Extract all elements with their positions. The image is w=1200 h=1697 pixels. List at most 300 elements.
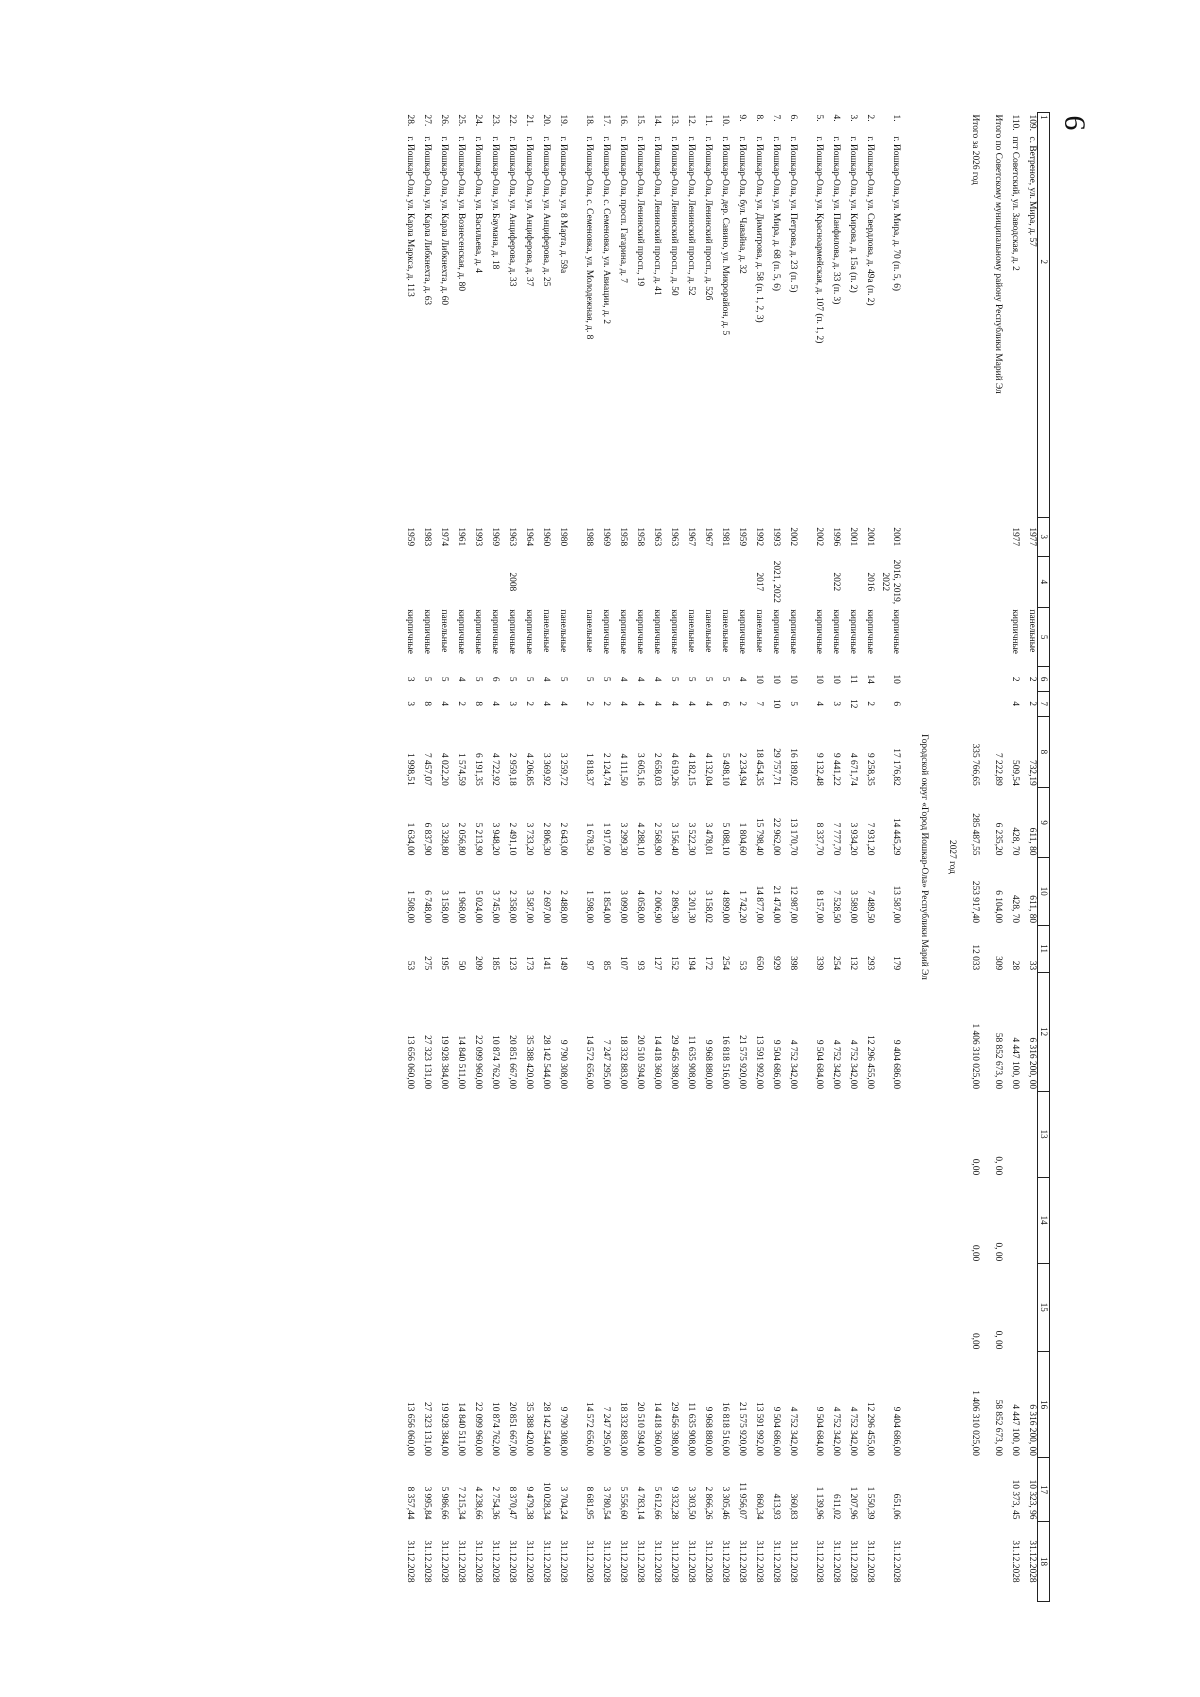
value-cell: 9 790 308,00 xyxy=(558,1406,568,1456)
address-text: с. Ветреное, ул. Мира, д. 57 xyxy=(1027,136,1037,247)
entrances-cell: 4 xyxy=(618,701,628,707)
value-cell: 14 572 656,00 xyxy=(584,1035,594,1090)
address-text: г. Йошкар-Ола, ул. Петрова, д. 23 (п. 5) xyxy=(788,136,798,293)
address-cell xyxy=(713,113,730,518)
year-cell: 1958 xyxy=(635,527,645,547)
row-number: 10. xyxy=(720,114,730,127)
repair-year-cell xyxy=(679,556,696,607)
value-cell: 5 213,90 xyxy=(473,822,483,856)
value-cell: 360,83 xyxy=(788,1493,798,1520)
value-cell xyxy=(781,1091,798,1177)
address-cell xyxy=(415,113,432,518)
value-cell: 3 995,84 xyxy=(422,1486,432,1520)
repair-year-cell xyxy=(398,556,415,607)
value-cell: 53 xyxy=(405,960,415,971)
value-cell xyxy=(841,1091,858,1177)
address-text: пгт Советский, ул. Заводская, д. 2 xyxy=(1010,136,1020,271)
value-cell: 9 441,22 xyxy=(831,752,841,786)
year-cell: 1961 xyxy=(456,527,466,547)
column-number: 16 xyxy=(1038,1351,1050,1458)
row-number: 27. xyxy=(422,114,432,127)
table-row xyxy=(781,113,798,1602)
value-cell xyxy=(747,1263,764,1351)
value-cell: 185 xyxy=(490,956,500,971)
page-number: 9 xyxy=(1058,115,1092,131)
material-cell: кирпичные xyxy=(848,609,858,654)
value-cell: 7 457,07 xyxy=(422,752,432,786)
value-cell: 2 658,03 xyxy=(652,752,662,786)
value-cell: 1 574,59 xyxy=(456,752,466,786)
repair-year-cell xyxy=(449,556,466,607)
value-cell: 2 959,18 xyxy=(507,752,517,786)
table-row xyxy=(628,113,645,1602)
value-cell: 20 851 667,00 xyxy=(507,1402,517,1456)
value-cell: 1 742,20 xyxy=(737,890,747,924)
value-cell: 8 337,70 xyxy=(814,822,824,856)
repair-year-cell xyxy=(466,556,483,607)
column-number-row xyxy=(1038,113,1050,1602)
value-cell xyxy=(551,1091,568,1177)
address-text: г. Йошкар-Ола, ул. Анциферова, д. 37 xyxy=(524,136,534,287)
entrances-cell: 6 xyxy=(720,701,730,707)
row-number: 26. xyxy=(439,114,449,127)
address-cell xyxy=(662,113,679,518)
value-cell: 4 752 342,00 xyxy=(831,1406,841,1456)
year-cell: 1993 xyxy=(473,527,483,547)
value-cell: 4 899,00 xyxy=(720,890,730,924)
table-row xyxy=(858,113,875,1602)
year-cell: 1993 xyxy=(771,527,781,547)
material-cell: кирпичные xyxy=(635,609,645,654)
value-cell: 651,06 xyxy=(891,1493,901,1520)
value-cell: 3 733,20 xyxy=(524,822,534,856)
value-cell: 4 752 342,00 xyxy=(848,1406,858,1456)
value-cell xyxy=(764,1263,781,1351)
value-cell: 12 296 455,00 xyxy=(865,1402,875,1456)
value-cell: 14 877,00 xyxy=(754,885,764,924)
year-cell: 2002 xyxy=(788,527,798,547)
value-cell: 3 156,40 xyxy=(669,822,679,856)
value-cell: 5 088,10 xyxy=(720,822,730,856)
value-cell xyxy=(500,1177,517,1263)
value-cell: 7 489,50 xyxy=(865,890,875,924)
floors-cell: 4 xyxy=(541,676,551,682)
year-cell: 2001 xyxy=(865,527,875,547)
table-row xyxy=(696,113,713,1602)
value-cell: 132 xyxy=(848,956,858,971)
table-row xyxy=(483,113,500,1602)
value-cell: 3 259,72 xyxy=(558,752,568,786)
repair-year-cell xyxy=(551,556,568,607)
table-row xyxy=(875,113,901,1602)
value-cell: 4 058,00 xyxy=(635,890,645,924)
value-cell xyxy=(449,1177,466,1263)
date-cell: 31.12.2028 xyxy=(891,1540,901,1583)
value-cell xyxy=(662,1177,679,1263)
date-cell: 31.12.2028 xyxy=(814,1540,824,1583)
address-text: г. Йошкар-Ола, ул. Мира, д. 68 (п. 5, 6) xyxy=(771,136,781,292)
repair-year-cell xyxy=(534,556,551,607)
value-cell: 7 777,70 xyxy=(831,822,841,856)
address-text: г. Йошкар-Ола, ул. Красноармейская, д. 107 (п. 1, 2) xyxy=(814,136,824,344)
value-cell: 2 491,10 xyxy=(507,822,517,856)
date-cell: 31.12.2028 xyxy=(720,1540,730,1583)
address-text: г. Йошкар-Ола, Ленинский просп., д. 41 xyxy=(652,136,662,296)
address-cell xyxy=(466,113,483,518)
value-cell xyxy=(1003,1091,1020,1177)
value-cell: 7 247 295,00 xyxy=(601,1039,611,1090)
section-title-text: Городской округ «Город Йошкар-Ола» Республики Марий Эл xyxy=(919,734,929,980)
address-cell xyxy=(611,113,628,518)
row-number: 18. xyxy=(584,114,594,127)
value-cell: 4 752 342,00 xyxy=(788,1039,798,1090)
floors-cell: 10 xyxy=(788,674,798,684)
address-cell xyxy=(398,113,415,518)
value-cell: 413,93 xyxy=(771,1493,781,1520)
value-cell: 4 111,50 xyxy=(618,753,628,786)
value-cell: 6 748,00 xyxy=(422,890,432,924)
value-cell: 9 504 684,00 xyxy=(814,1039,824,1090)
date-cell: 31.12.2028 xyxy=(584,1540,594,1583)
address-text: г. Йошкар-Ола, ул. Васильева, д. 4 xyxy=(473,136,483,273)
floors-cell: 10 xyxy=(771,674,781,684)
value-cell: 4 752 342,00 xyxy=(788,1406,798,1456)
year-cell: 1977 xyxy=(1010,527,1020,547)
table-row xyxy=(534,113,551,1602)
value-cell xyxy=(747,1091,764,1177)
date-cell: 31.12.2028 xyxy=(541,1540,551,1583)
value-cell xyxy=(568,1091,594,1177)
year-cell: 2001 xyxy=(891,527,901,547)
address-text: г. Йошкар-Ола, ул. Свердлова, д. 49а (п. 2) xyxy=(865,136,875,306)
value-cell: 14 418 360,00 xyxy=(652,1402,662,1456)
date-cell: 31.12.2028 xyxy=(618,1540,628,1583)
date-cell: 31.12.2028 xyxy=(865,1540,875,1583)
floors-cell: 5 xyxy=(720,676,730,682)
floors-cell: 10 xyxy=(831,674,841,684)
address-text: г. Йошкар-Ола, ул. Карла Либкнехта, д. 63 xyxy=(422,136,432,306)
repair-year-cell xyxy=(594,556,611,607)
repair-year-cell xyxy=(696,556,713,607)
row-number: 7. xyxy=(771,114,781,122)
value-cell: 4 447 100, 00 xyxy=(1010,1037,1020,1090)
floors-cell: 5 xyxy=(601,676,611,682)
year-cell: 1974 xyxy=(439,527,449,547)
value-cell: 3 589,00 xyxy=(848,890,858,924)
address-cell xyxy=(841,113,858,518)
value-cell: 1 998,51 xyxy=(405,752,415,786)
total-value: 0, 00 xyxy=(993,1156,1003,1176)
material-cell: панельные xyxy=(1027,609,1037,653)
value-cell: 20 851 667,00 xyxy=(507,1035,517,1090)
empty-cell xyxy=(957,1521,980,1601)
address-text: г. Йошкар-Ола, Ленинский просп., д. 50 xyxy=(669,136,679,296)
value-cell: 3 478,01 xyxy=(703,822,713,856)
value-cell: 3 948,20 xyxy=(490,822,500,856)
value-cell: 35 388 420,00 xyxy=(524,1035,534,1090)
value-cell: 13 587,00 xyxy=(891,885,901,924)
date-cell: 31.12.2028 xyxy=(558,1540,568,1583)
entrances-cell: 4 xyxy=(652,701,662,707)
material-cell: панельные xyxy=(754,609,764,653)
value-cell: 509,54 xyxy=(1010,760,1020,786)
table-row xyxy=(398,113,415,1602)
value-cell: 3 328,80 xyxy=(439,822,449,856)
entrances-cell: 4 xyxy=(635,701,645,707)
value-cell xyxy=(858,1091,875,1177)
value-cell: 4 447 100, 00 xyxy=(1010,1404,1020,1456)
row-number: 16. xyxy=(618,114,628,127)
value-cell: 21 575 920,00 xyxy=(737,1402,747,1456)
repair-year-cell: 2016 xyxy=(865,572,875,592)
address-text: г. Йошкар-Ола, ул. Карла Маркса, д. 113 xyxy=(405,136,415,297)
value-cell xyxy=(500,1091,517,1177)
value-cell: 2 866,26 xyxy=(703,1486,713,1520)
entrances-cell: 2 xyxy=(1027,701,1037,707)
date-cell: 31.12.2028 xyxy=(635,1540,645,1583)
floors-cell: 5 xyxy=(473,676,483,682)
date-cell: 31.12.2028 xyxy=(507,1540,517,1583)
value-cell: 13 656 060,00 xyxy=(405,1402,415,1456)
value-cell: 16 818 516,00 xyxy=(720,1402,730,1456)
value-cell xyxy=(415,1091,432,1177)
value-cell xyxy=(841,1177,858,1263)
material-cell: кирпичные xyxy=(891,609,901,654)
value-cell: 16 189,02 xyxy=(788,748,798,786)
date-cell: 31.12.2028 xyxy=(652,1540,662,1583)
value-cell: 20 510 594,00 xyxy=(635,1402,645,1456)
value-cell: 611, 80 xyxy=(1027,895,1037,924)
entrances-cell: 2 xyxy=(865,701,875,707)
value-cell: 929 xyxy=(771,956,781,971)
value-cell: 29 456 398,00 xyxy=(669,1402,679,1456)
address-cell xyxy=(679,113,696,518)
entrances-cell: 4 xyxy=(541,701,551,707)
value-cell: 3 704,24 xyxy=(558,1486,568,1520)
entrances-cell: 4 xyxy=(490,701,500,707)
empty-cell xyxy=(980,1458,1003,1522)
floors-cell: 2 xyxy=(1027,676,1037,682)
floors-cell: 5 xyxy=(669,676,679,682)
value-cell: 6 191,35 xyxy=(473,752,483,786)
value-cell: 7 931,20 xyxy=(865,822,875,856)
value-cell: 152 xyxy=(669,956,679,971)
value-cell xyxy=(517,1091,534,1177)
value-cell: 2 234,94 xyxy=(737,752,747,786)
year-cell: 1980 xyxy=(558,527,568,547)
value-cell: 8 681,95 xyxy=(584,1486,594,1520)
value-cell: 2 124,74 xyxy=(601,752,611,786)
address-text: г. Йошкар-Ола, Ленинский просп., д. 52б xyxy=(703,136,713,301)
total-value: 285 487,55 xyxy=(970,813,980,856)
date-cell: 31.12.2028 xyxy=(405,1540,415,1583)
date-cell: 31.12.2028 xyxy=(848,1540,858,1583)
table-row xyxy=(764,113,781,1602)
value-cell: 2 568,90 xyxy=(652,822,662,856)
value-cell: 17 176,82 xyxy=(891,748,901,786)
table-row xyxy=(730,113,747,1602)
value-cell xyxy=(1020,1091,1038,1177)
value-cell xyxy=(466,1091,483,1177)
value-cell xyxy=(781,1177,798,1263)
value-cell: 428, 70 xyxy=(1010,894,1020,924)
material-cell: кирпичные xyxy=(652,609,662,654)
date-cell: 31.12.2028 xyxy=(703,1540,713,1583)
value-cell: 5 024,00 xyxy=(473,890,483,924)
value-cell: 398 xyxy=(788,956,798,971)
value-cell xyxy=(824,1177,841,1263)
value-cell: 4 238,66 xyxy=(473,1486,483,1520)
total-value: 1 406 310 025,00 xyxy=(970,1023,980,1090)
address-cell xyxy=(449,113,466,518)
row-number: 17. xyxy=(601,114,611,127)
value-cell xyxy=(568,1263,594,1351)
value-cell: 1 207,96 xyxy=(848,1486,858,1520)
year-cell: 1963 xyxy=(652,527,662,547)
row-number: 23. xyxy=(490,114,500,127)
value-cell: 20 510 594,00 xyxy=(635,1035,645,1090)
material-cell: кирпичные xyxy=(507,609,517,654)
column-number: 12 xyxy=(1038,972,1050,1091)
value-cell: 4 288,10 xyxy=(635,822,645,856)
value-cell: 9 968 880,00 xyxy=(703,1406,713,1456)
year-cell: 1958 xyxy=(618,527,628,547)
material-cell: панельные xyxy=(541,609,551,653)
value-cell: 254 xyxy=(831,956,841,971)
row-number: 13. xyxy=(669,114,679,127)
value-cell xyxy=(483,1177,500,1263)
date-cell: 31.12.2028 xyxy=(669,1540,679,1583)
material-cell: кирпичные xyxy=(771,609,781,654)
value-cell: 4 722,92 xyxy=(490,752,500,786)
value-cell: 28 142 544,00 xyxy=(541,1402,551,1456)
row-number: 3. xyxy=(848,114,858,122)
address-cell xyxy=(747,113,764,518)
value-cell xyxy=(713,1177,730,1263)
floors-cell: 2 xyxy=(1010,676,1020,682)
value-cell: 127 xyxy=(652,956,662,971)
value-cell: 1 968,00 xyxy=(456,890,466,924)
value-cell: 173 xyxy=(524,956,534,971)
date-cell: 31.12.2028 xyxy=(737,1540,747,1583)
year-cell: 2001 xyxy=(848,527,858,547)
date-cell: 31.12.2028 xyxy=(524,1540,534,1583)
value-cell xyxy=(875,1177,901,1263)
material-cell: панельные xyxy=(558,609,568,653)
date-cell: 31.12.2028 xyxy=(439,1540,449,1583)
date-cell: 31.12.2028 xyxy=(1027,1540,1037,1583)
entrances-cell: 4 xyxy=(814,701,824,707)
value-cell: 18 454,35 xyxy=(754,748,764,786)
address-text: г. Йошкар-Ола, ул. 8 Марта, д. 59а xyxy=(558,136,568,274)
value-cell xyxy=(645,1177,662,1263)
value-cell: 9 790 308,00 xyxy=(558,1039,568,1090)
table-row xyxy=(713,113,730,1602)
value-cell xyxy=(730,1263,747,1351)
row-number: 5. xyxy=(814,114,824,122)
value-cell: 14 840 511,00 xyxy=(456,1035,466,1090)
value-cell: 16 818 516,00 xyxy=(720,1035,730,1090)
value-cell xyxy=(645,1263,662,1351)
value-cell xyxy=(594,1177,611,1263)
entrances-cell: 4 xyxy=(1010,701,1020,707)
address-cell xyxy=(875,113,901,518)
value-cell: 6 837,90 xyxy=(422,822,432,856)
entrances-cell: 3 xyxy=(507,701,517,707)
value-cell xyxy=(534,1091,551,1177)
value-cell: 3 745,00 xyxy=(490,890,500,924)
value-cell: 85 xyxy=(601,960,611,971)
total-value: 12 033 xyxy=(970,944,980,971)
floors-cell: 3 xyxy=(405,676,415,682)
value-cell: 93 xyxy=(635,960,645,971)
repair-year-cell: 2016, 2019, 2022 xyxy=(880,559,901,605)
entrances-cell: 6 xyxy=(891,701,901,707)
total-value: 6 104,00 xyxy=(993,890,1003,924)
repair-year-cell xyxy=(798,556,824,607)
floors-cell: 4 xyxy=(456,676,466,682)
address-cell xyxy=(858,113,875,518)
year-cell: 1969 xyxy=(490,527,500,547)
value-cell: 2 697,00 xyxy=(541,890,551,924)
table-row xyxy=(1020,113,1038,1602)
value-cell: 5 612,66 xyxy=(652,1486,662,1520)
value-cell xyxy=(551,1263,568,1351)
floors-cell: 6 xyxy=(490,676,500,682)
floors-cell: 5 xyxy=(439,676,449,682)
year-cell: 1959 xyxy=(737,527,747,547)
value-cell xyxy=(432,1263,449,1351)
address-text: г. Йошкар-Ола, с. Семеновка, ул. Молодежная, д. 8 xyxy=(584,136,594,340)
column-number: 10 xyxy=(1038,857,1050,925)
column-number: 14 xyxy=(1038,1177,1050,1263)
table-row xyxy=(517,113,534,1602)
value-cell xyxy=(696,1091,713,1177)
value-cell xyxy=(517,1263,534,1351)
value-cell: 97 xyxy=(584,960,594,971)
value-cell: 4 752 342,00 xyxy=(831,1039,841,1090)
value-cell: 10 373, 45 xyxy=(1010,1479,1020,1520)
value-cell: 3 780,54 xyxy=(601,1486,611,1520)
value-cell xyxy=(798,1091,824,1177)
value-cell: 8 370,47 xyxy=(507,1486,517,1520)
repair-year-cell xyxy=(432,556,449,607)
material-cell: кирпичные xyxy=(788,609,798,654)
entrances-cell: 8 xyxy=(422,701,432,707)
value-cell xyxy=(696,1177,713,1263)
material-cell: кирпичные xyxy=(422,609,432,654)
entrances-cell: 4 xyxy=(703,701,713,707)
row-number: 19. xyxy=(558,114,568,127)
total-value: 1 406 310 025,00 xyxy=(970,1390,980,1456)
total-label: Итого за 2026 год xyxy=(970,114,980,185)
material-cell: кирпичные xyxy=(524,609,534,654)
column-number: 12 xyxy=(1038,113,1050,518)
value-cell xyxy=(1020,1177,1038,1263)
material-cell: кирпичные xyxy=(814,609,824,654)
value-cell: 1 917,00 xyxy=(601,822,611,856)
table-row xyxy=(500,113,517,1602)
value-cell: 14 840 511,00 xyxy=(456,1402,466,1456)
row-number: 2. xyxy=(865,114,875,122)
value-cell xyxy=(534,1177,551,1263)
material-cell: кирпичные xyxy=(831,609,841,654)
table-row xyxy=(449,113,466,1602)
value-cell: 6 316 200, 00 xyxy=(1027,1404,1037,1456)
repair-year-cell xyxy=(628,556,645,607)
address-cell xyxy=(534,113,551,518)
floors-cell: 4 xyxy=(635,676,645,682)
